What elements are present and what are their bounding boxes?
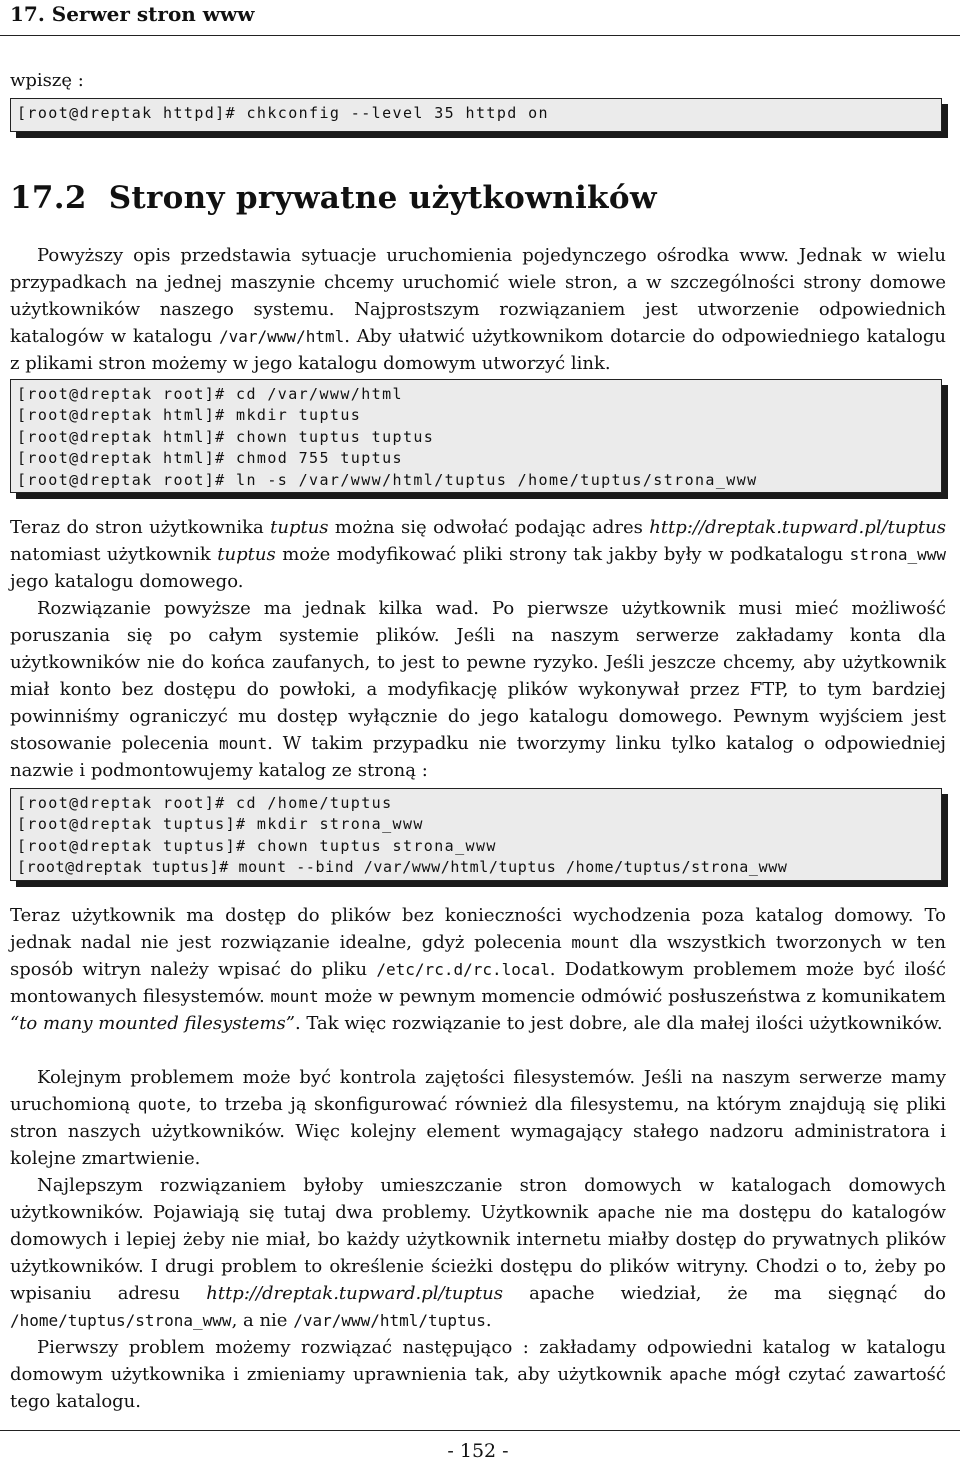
code-line: [root@dreptak httpd]# chkconfig --level 35 httpd on: [17, 104, 549, 122]
code-line: [root@dreptak root]# ln -s /var/www/html/tuptus /home/tuptus/strona_www: [17, 470, 758, 489]
paragraph-solution: [10, 1334, 946, 1415]
paragraph-quota: [10, 1064, 946, 1172]
code-line: [root@dreptak html]# chmod 755 tuptus: [17, 449, 403, 468]
inline-code: /etc/rc.d/rc.local: [376, 960, 550, 979]
inline-code: mount: [270, 987, 319, 1006]
text-run: Teraz do stron użytkownika: [10, 517, 271, 538]
text-run: Pierwszy problem możemy rozwiązać następująco : zakładamy odpowiedni katalog w katalogu domowym użytkownika i zmieniamy uprawnienia tak, aby użytkownik: [10, 1337, 946, 1385]
code-block-link: [10, 379, 942, 493]
code-block-mount: [10, 788, 942, 881]
inline-code: mount: [571, 933, 620, 952]
paragraph-drawbacks: [10, 595, 946, 784]
text-run: , a nie: [231, 1310, 294, 1331]
inline-code: /var/www/html/tuptus: [293, 1311, 486, 1330]
inline-code: /home/tuptus/strona_www: [10, 1311, 232, 1330]
code-block-chkconfig: [10, 98, 942, 132]
text-run: . Dodatkowym problemem może być ilość montowanych filesystemów.: [10, 959, 946, 1007]
intro-text: wpiszę :: [10, 70, 84, 91]
page-number: - 152 -: [447, 1440, 509, 1462]
text-run: Powyższy opis przedstawia sytuacje uruchomienia pojedynczego ośrodka www. Jednak w wielu przypadkach na jednej maszynie chcemy uruchomić wiele stron, a w szczególności strony domowe użytkowników naszego systemu. Najprostszym rozwiązaniem jest utworzenie odpowiednich katalogów w katalogu: [10, 245, 946, 347]
text-run: można się odwołać podając adres: [328, 517, 650, 538]
text-run: apache wiedział, że ma sięgnąć do: [503, 1283, 946, 1304]
text-run: , to trzeba ją skonfigurować również dla filesystemu, na którym znajdują się pliki stron naszych użytkowników. Więc kolejny element wymagający stałego nadzoru administratora i kolejne zmartwienie.: [10, 1094, 947, 1169]
emphasis: tuptus: [270, 517, 329, 538]
text-run: Rozwiązanie powyższe ma jednak kilka wad. Po pierwsze użytkownik musi mieć możliwość poruszania się po całym systemie plików. Jeśli na naszym serwerze zakładamy konta dla użytkowników nie do końca zaufanych, to jest to pewne ryzyko. Jeśli jeszcze chcemy, aby użytkownik miał konto bez dostępu do powłoki, a modyfikację plików wykonywał przez FTP, to tym bardziej powinniśmy ograniczyć mu dostęp wyłącznie do jego katalogu domowego. Pewnym wyjściem jest stosowanie polecenia: [10, 598, 946, 754]
inline-code: /var/www/html: [219, 327, 345, 346]
url-text: http://dreptak.tupward.pl/tuptus: [649, 517, 947, 538]
paragraph-access: [10, 514, 946, 595]
paragraph-home-dirs: [10, 1172, 946, 1334]
running-header: 17. Serwer stron www: [10, 2, 255, 26]
text-run: może modyfikować pliki strony tak jakby były w podkatalogu: [275, 544, 850, 565]
code-line: [root@dreptak html]# chown tuptus tuptus: [17, 427, 435, 446]
text-run: Kolejnym problemem może być kontrola zajętości filesystemów. Jeśli na naszym serwerze mamy uruchomioną: [10, 1067, 946, 1115]
text-run: . W takim przypadku nie tworzymy linku tylko katalog o odpowiedniej nazwie i podmontowujemy katalog ze stroną :: [10, 733, 946, 781]
inline-code: quote: [137, 1095, 186, 1114]
text-run: Najlepszym rozwiązaniem byłoby umieszczanie stron domowych w katalogach domowych użytkowników. Pojawiają się tutaj dwa problemy. Użytkownik: [10, 1175, 946, 1223]
header-rule: [0, 35, 960, 36]
text-run: Teraz użytkownik ma dostęp do plików bez konieczności wychodzenia poza katalog domowy. To jednak nadal nie jest rozwiązanie idealne, gdyż polecenia: [10, 905, 946, 953]
footer-rule: [0, 1430, 960, 1431]
text-run: nie ma dostępu do katalogów domowych i lepiej żeby nie miał, bo każdy użytkownik internetu miałby dostęp do prywatnych plików użytkowników. I drugi problem to określenie ścieżki dostępu do plików witryny. Chodzi o to, żeby po wpisaniu adresu: [10, 1202, 946, 1304]
inline-code: strona_www: [849, 545, 946, 564]
code-line: [root@dreptak root]# cd /home/tuptus: [17, 794, 393, 812]
text-run: . Tak więc rozwiązanie to jest dobre, ale dla małej ilości użytkowników.: [294, 1013, 943, 1034]
text-run: natomiast użytkownik: [10, 544, 218, 565]
text-run: może w pewnym momencie odmówić posłuszeństwa z komunikatem: [318, 986, 946, 1007]
emphasis: “to many mounted filesystems”: [10, 1013, 295, 1034]
emphasis: tuptus: [217, 544, 276, 565]
code-line: [root@dreptak tuptus]# chown tuptus strona_www: [17, 836, 497, 855]
paragraph-intro: [10, 242, 946, 377]
inline-code: apache: [597, 1203, 656, 1222]
url-text: http://dreptak.tupward.pl/tuptus: [206, 1283, 504, 1304]
code-line: [root@dreptak tuptus]# mount --bind /var/www/html/tuptus /home/tuptus/strona_www: [17, 858, 788, 877]
text-run: dla wszystkich tworzonych w ten sposób witryn należy wpisać do pliku: [10, 932, 946, 980]
code-line: [root@dreptak tuptus]# mkdir strona_www: [17, 815, 424, 834]
section-number: 17.2: [10, 180, 87, 216]
paragraph-mount: [10, 902, 946, 1037]
inline-code: mount: [218, 734, 268, 753]
text-run: jego katalogu domowego.: [10, 571, 244, 592]
code-line: [root@dreptak html]# mkdir tuptus: [17, 406, 362, 425]
section-title: Strony prywatne użytkowników: [108, 180, 657, 216]
inline-code: apache: [669, 1365, 728, 1384]
text-run: . Aby ułatwić użytkownikom dotarcie do odpowiedniego katalogu z plikami stron możemy w jego katalogu domowym utworzyć link.: [10, 326, 946, 374]
section-heading: [10, 180, 657, 216]
code-line: [root@dreptak root]# cd /var/www/html: [17, 385, 403, 403]
text-run: mógł czytać zawartość tego katalogu.: [10, 1364, 946, 1412]
text-run: .: [485, 1310, 492, 1331]
